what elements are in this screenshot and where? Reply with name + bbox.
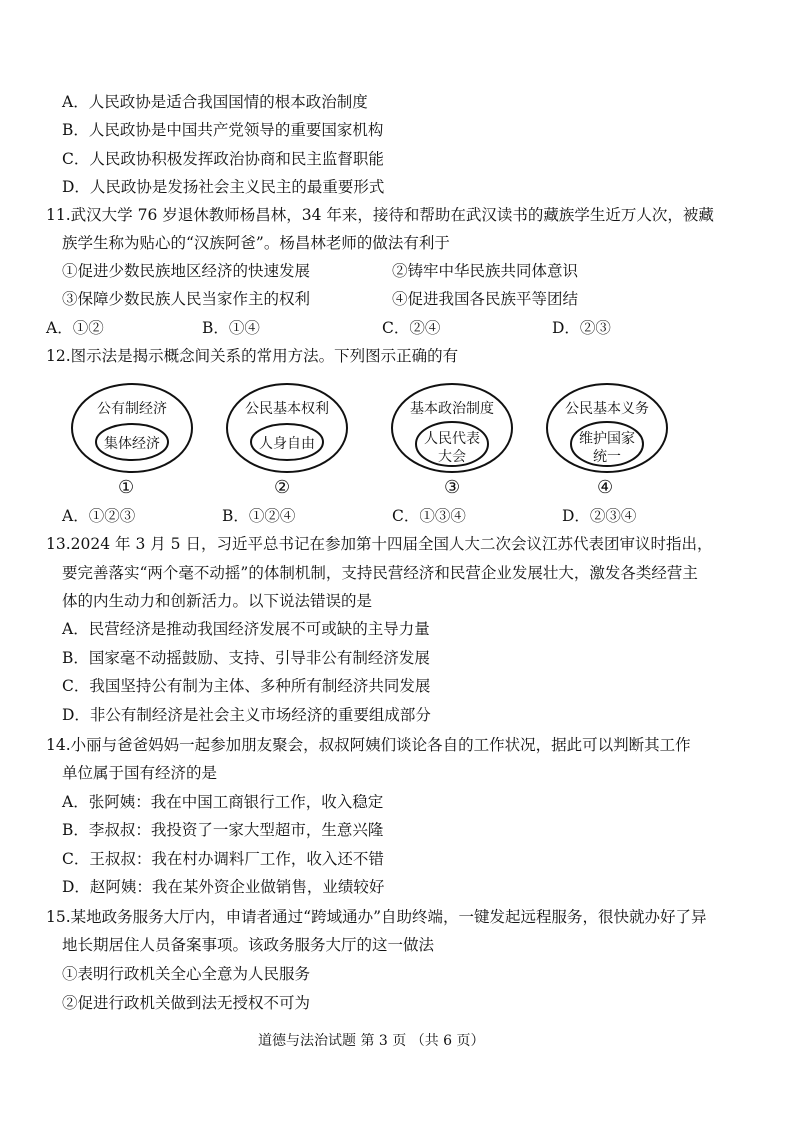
q14-stem-line1: 14.小丽与爸爸妈妈一起参加朋友聚会，叔叔阿姨们谈论各自的工作状况，据此可以判断其工作 [46,736,691,754]
q13-option-b: B．国家毫不动摇鼓励、支持、引导非公有制经济发展 [62,649,430,667]
q11-option-c: C．②④ [382,319,441,337]
diagram-3-inner-label-2: 大会 [438,449,466,465]
q11-item-1: ①促进少数民族地区经济的快速发展 [62,262,311,280]
q14-option-a: A．张阿姨：我在中国工商银行工作，收入稳定 [62,793,384,811]
q12-option-a: A．①②③ [62,507,136,525]
q14-option-d: D．赵阿姨：我在某外资企业做销售，业绩较好 [62,878,385,896]
diagram-1-number: ① [118,477,135,498]
q12-option-d: D．②③④ [562,507,637,525]
q11-stem-line2: 族学生称为贴心的“汉族阿爸”。杨昌林老师的做法有利于 [62,234,450,252]
diagram-1 [70,382,194,474]
q10-option-a: A．人民政协是适合我国国情的根本政治制度 [62,93,368,111]
diagram-3 [390,382,514,474]
q15-stem-line1: 15.某地政务服务大厅内，申请者通过“跨域通办”自助终端，一键发起远程服务，很快就办好了异 [46,908,707,926]
diagram-4-outer-label: 公民基本义务 [565,401,649,417]
diagram-2-inner-label: 人身自由 [259,436,315,452]
q11-stem-line1: 11.武汉大学 76 岁退休教师杨昌林，34 年来，接待和帮助在武汉读书的藏族学生近万人次，被藏 [46,206,714,224]
q12-stem: 12.图示法是揭示概念间关系的常用方法。下列图示正确的有 [46,347,459,365]
diagram-4-inner-label-1: 维护国家 [579,431,635,447]
diagram-4-number: ④ [597,477,614,498]
q13-option-c: C．我国坚持公有制为主体、多种所有制经济共同发展 [62,677,431,695]
q15-item-1: ①表明行政机关全心全意为人民服务 [62,965,311,983]
q14-option-c: C．王叔叔：我在村办调料厂工作，收入还不错 [62,850,384,868]
q15-item-2: ②促进行政机关做到法无授权不可为 [62,994,311,1012]
q10-option-b: B．人民政协是中国共产党领导的重要国家机构 [62,121,384,139]
diagram-2-number: ② [274,477,291,498]
diagram-1-outer-label: 公有制经济 [97,401,167,417]
q13-option-a: A．民营经济是推动我国经济发展不可或缺的主导力量 [62,620,430,638]
q11-option-d: D．②③ [552,319,611,337]
diagram-3-number: ③ [444,477,461,498]
diagram-4 [545,382,669,474]
q13-stem-line1: 13.2024 年 3 月 5 日，习近平总书记在参加第十四届全国人大二次会议江苏代表团审议时指出， [46,535,713,553]
q11-option-a: A．①② [46,319,104,337]
q11-item-2: ②铸牢中华民族共同体意识 [392,262,579,280]
diagram-2-shape [225,382,349,474]
q12-option-c: C．①③④ [392,507,466,525]
q10-option-c: C．人民政协积极发挥政治协商和民主监督职能 [62,150,384,168]
q13-stem-line3: 体的内生动力和创新活力。以下说法错误的是 [62,592,373,610]
q13-option-d: D．非公有制经济是社会主义市场经济的重要组成部分 [62,706,431,724]
q14-stem-line2: 单位属于国有经济的是 [62,764,218,782]
q11-option-b: B．①④ [202,319,260,337]
page-footer: 道德与法治试题 第 3 页 （共 6 页） [258,1033,485,1049]
diagram-2-outer-label: 公民基本权利 [245,401,329,417]
diagram-2 [225,382,349,474]
diagram-1-inner-label: 集体经济 [104,436,160,452]
q14-option-b: B．李叔叔：我投资了一家大型超市，生意兴隆 [62,821,384,839]
q10-option-d: D．人民政协是发扬社会主义民主的最重要形式 [62,178,385,196]
diagram-4-inner-label-2: 统一 [593,449,621,465]
diagram-3-outer-label: 基本政治制度 [410,401,494,417]
q15-stem-line2: 地长期居住人员备案事项。该政务服务大厅的这一做法 [62,936,435,954]
diagram-1-shape [70,382,194,474]
q13-stem-line2: 要完善落实“两个毫不动摇”的体制机制，支持民营经济和民营企业发展壮大，激发各类经营主 [62,564,698,582]
diagram-3-inner-label-1: 人民代表 [424,431,480,447]
q12-option-b: B．①②④ [222,507,296,525]
q11-item-3: ③保障少数民族人民当家作主的权利 [62,290,311,308]
q11-item-4: ④促进我国各民族平等团结 [392,290,579,308]
